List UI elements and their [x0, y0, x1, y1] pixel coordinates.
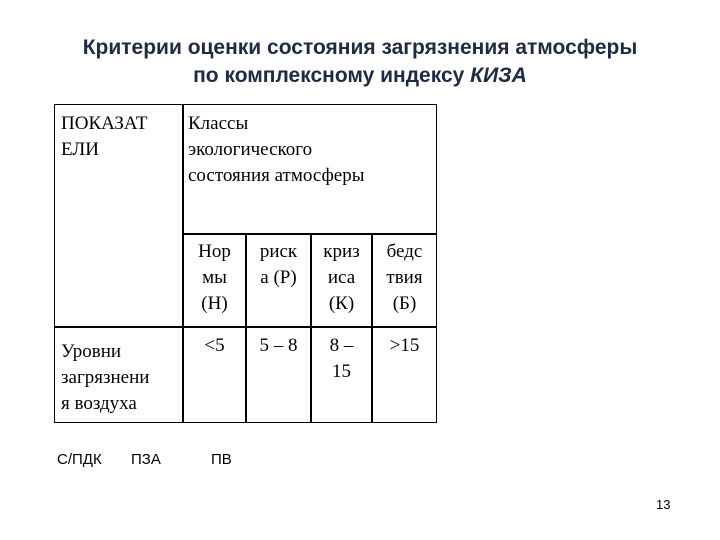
slide-title — [0, 34, 720, 90]
class-label-risk: риск а (Р) — [259, 241, 298, 288]
footer-label-spdk: С/ПДК — [57, 451, 102, 468]
value-norm: <5 — [204, 335, 225, 356]
value-risk: 5 – 8 — [259, 335, 298, 356]
table-divider-header — [182, 233, 436, 235]
title-line-2 — [0, 62, 720, 90]
value-crisis: 8 – 15 — [329, 335, 354, 382]
title-line-1: Критерии оценки состояния загрязнения атмосферы — [82, 36, 638, 59]
footer-label-pv: ПВ — [211, 451, 232, 468]
criteria-table — [54, 104, 437, 423]
class-label-disaster: бедс твия (Б) — [386, 241, 423, 314]
header-indicators: ПОКАЗАТ ЕЛИ — [61, 113, 148, 160]
row-label-pollution-levels: Уровни загрязнени я воздуха — [61, 341, 150, 414]
title-line-2-text: по комплексному индексу — [193, 64, 471, 87]
title-abbreviation: КИЗА — [470, 64, 527, 87]
footer-label-pza: ПЗА — [131, 451, 161, 468]
header-classes: Классы экологического состояния атмосферы — [188, 113, 365, 186]
class-label-crisis: криз иса (К) — [323, 241, 360, 314]
page-number: 13 — [656, 497, 671, 512]
value-disaster: >15 — [389, 335, 420, 356]
class-label-norm: Нор мы (Н) — [198, 241, 231, 314]
